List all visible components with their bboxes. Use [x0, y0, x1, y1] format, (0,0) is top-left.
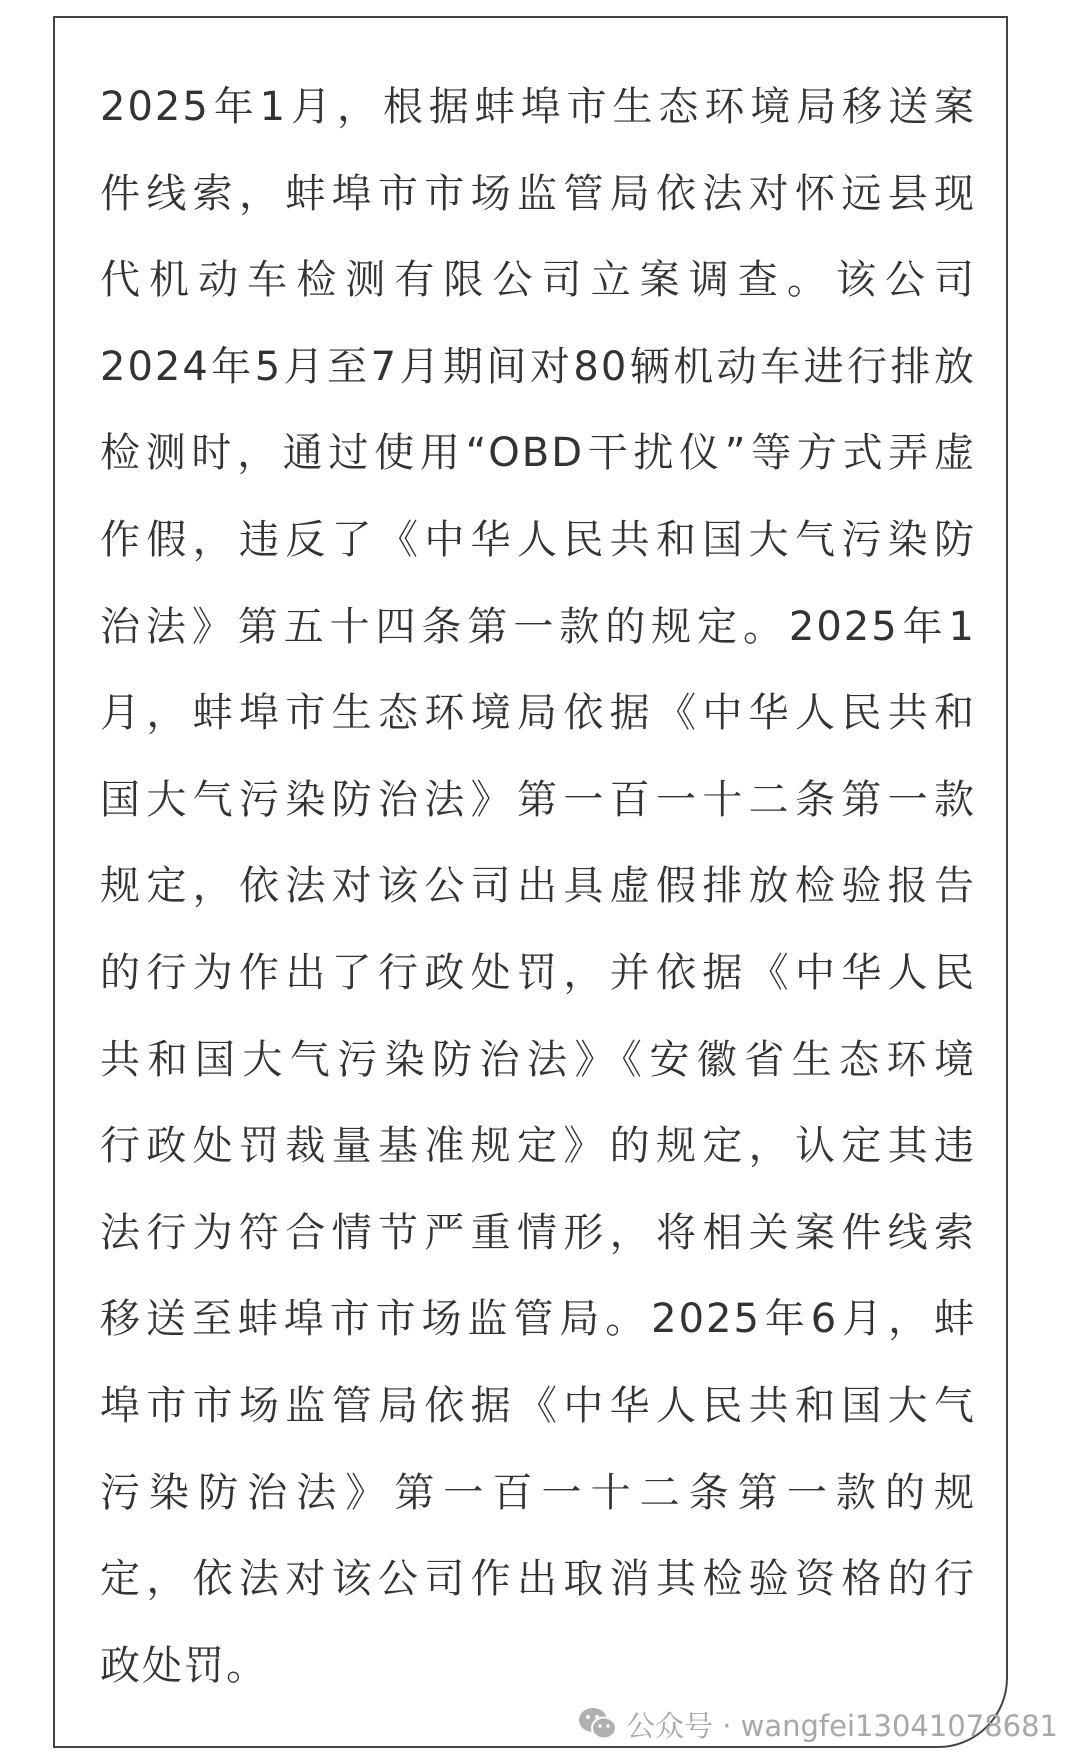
article-line: 2025年1月，根据蚌埠市生态环境局移送案 — [100, 84, 976, 130]
article-line: 规定，依法对该公司出具虚假排放检验报告 — [100, 863, 976, 910]
article-line: 作假，违反了《中华人民共和国大气污染防 — [100, 516, 976, 563]
article-line: 代机动车检测有限公司立案调查。该公司 — [100, 257, 976, 304]
article-line: 污染防治法》第一百一十二条第一款的规 — [100, 1469, 976, 1516]
article-line: 的行为作出了行政处罚，并依据《中华人民 — [100, 949, 976, 996]
article-line: 共和国大气污染防治法》《安徽省生态环境 — [100, 1036, 976, 1083]
wechat-icon — [578, 1707, 618, 1741]
article-line: 2024年5月至7月期间对80辆机动车进行排放 — [100, 343, 976, 390]
article-body — [100, 64, 976, 1709]
article-line: 治法》第五十四条第一款的规定。2025年1 — [100, 603, 976, 650]
article-line: 国大气污染防治法》第一百一十二条第一款 — [100, 776, 976, 823]
article-line: 件线索，蚌埠市市场监管局依法对怀远县现 — [100, 170, 976, 217]
article-line: 月，蚌埠市生态环境局依据《中华人民共和 — [100, 690, 976, 737]
article-line: 定，依法对该公司作出取消其检验资格的行 — [100, 1556, 976, 1603]
watermark — [578, 1702, 1058, 1746]
watermark-text: 公众号 · wangfei13041078681 — [626, 1708, 1058, 1743]
article-line: 埠市市场监管局依据《中华人民共和国大气 — [100, 1382, 976, 1429]
article-line: 检测时，通过使用“OBD干扰仪”等方式弄虚 — [100, 430, 976, 477]
article-line: 法行为符合情节严重情形，将相关案件线索 — [100, 1209, 976, 1256]
article-line: 政处罚。 — [100, 1642, 268, 1689]
article-line: 移送至蚌埠市市场监管局。2025年6月，蚌 — [100, 1296, 976, 1343]
article-line: 行政处罚裁量基准规定》的规定，认定其违 — [100, 1123, 976, 1170]
